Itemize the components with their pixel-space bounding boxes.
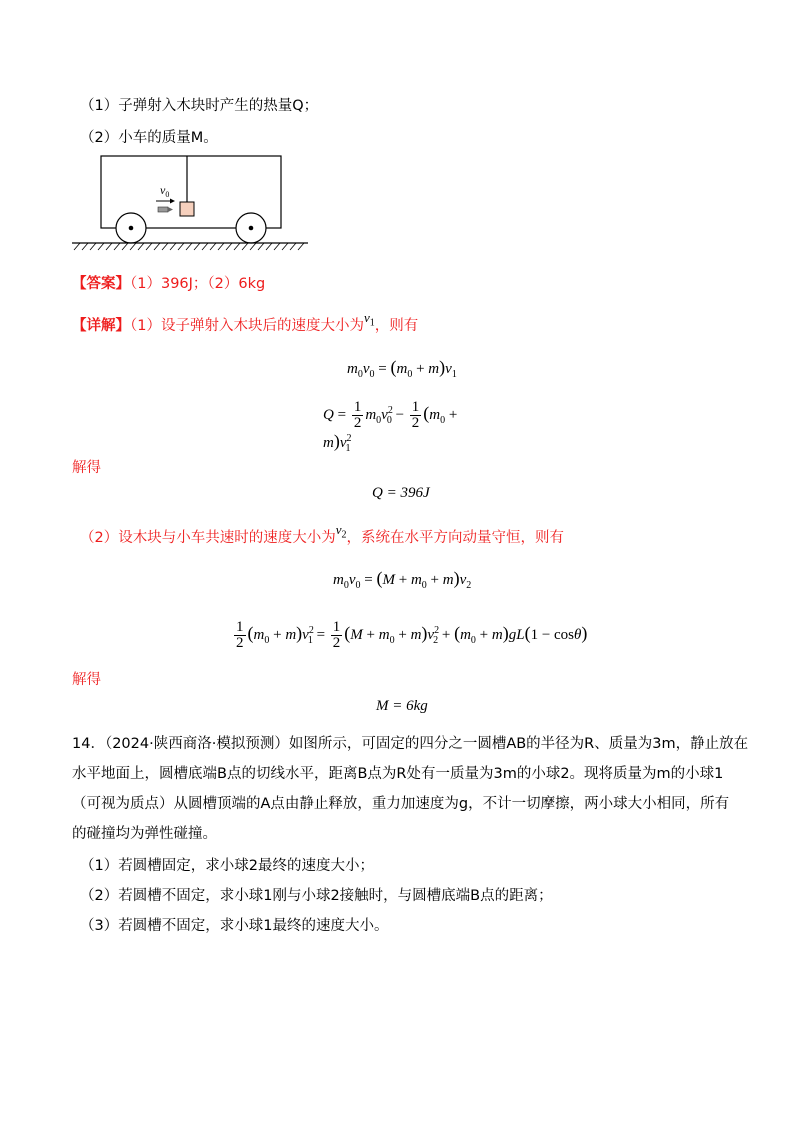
v0-label: $v_0$ — [160, 183, 170, 199]
equation-heat: Q = $\frac{1}{2}$ $m_0v^2_0$ − $\frac{1}{2}$ $(m_0 + m)v^2_1$ — [323, 399, 458, 454]
bullet-tip — [168, 207, 173, 212]
problem-14-sub-2: （2）若圆槽不固定，求小球1刚与小球2接触时，与圆槽底端B点的距离； — [80, 888, 553, 904]
detail-part1-tail: ，则有 — [374, 318, 419, 334]
equation-momentum-2: $m_0v_0 = (M + m_0 + m)v_2$ — [333, 568, 472, 591]
answer-prefix: 【答案】 — [72, 276, 130, 292]
problem-14-line-3: （可视为质点）从圆槽顶端的A点由静止释放，重力加速度为g，不计一切摩擦，两小球大小相同，所有 — [72, 796, 730, 812]
detail-prefix: 【详解】 — [72, 318, 130, 334]
question-2: （2）小车的质量M。 — [80, 130, 218, 146]
solve-label-1: 解得 — [72, 460, 101, 476]
solve-label-2: 解得 — [72, 672, 101, 688]
bullet — [158, 207, 168, 212]
detail-line-2 — [80, 522, 565, 554]
ground-hatch — [74, 243, 304, 250]
answer-text: （1）396J；（2）6kg — [130, 276, 266, 292]
v1-symbol: $v_1$ — [363, 310, 375, 329]
equation-energy: $\frac{1}{2}$ $(m_0 + m)v^2_1$ = $\frac{1}{2}$ $(M + m_0 + m)v^2_2 + (m_0 + m)gL(1 - \cos\theta)$ — [236, 619, 588, 651]
problem-14-line-1: 14．（2024·陕西商洛·模拟预测）如图所示，可固定的四分之一圆槽AB的半径为R、质量为3m，静止放在 — [72, 736, 749, 752]
detail-line-1 — [72, 310, 419, 342]
wood-block — [180, 202, 194, 216]
question-1: （1）子弹射入木块时产生的热量Q； — [80, 98, 319, 114]
v2-symbol: $v_2$ — [335, 522, 347, 541]
detail-part1-intro: （1）设子弹射入木块后的速度大小为 — [130, 318, 364, 334]
answer-line — [72, 274, 265, 294]
equation-m-result: M = 6kg — [376, 698, 428, 714]
problem-14-line-4: 的碰撞均为弹性碰撞。 — [72, 826, 217, 842]
detail-part2-intro: （2）设木块与小车共速时的速度大小为 — [80, 530, 336, 546]
velocity-arrowhead — [170, 199, 175, 204]
cart-figure — [70, 152, 310, 252]
problem-14-line-2: 水平地面上，圆槽底端B点的切线水平，距离B点为R处有一质量为3m的小球2。现将质量为m的小球1 — [72, 766, 724, 782]
problem-14-sub-3: （3）若圆槽不固定，求小球1最终的速度大小。 — [80, 918, 389, 934]
problem-14-sub-1: （1）若圆槽固定，求小球2最终的速度大小； — [80, 858, 374, 874]
equation-momentum-1: $m_0v_0 = (m_0 + m)v_1$ — [347, 357, 457, 380]
detail-part2-tail: ，系统在水平方向动量守恒，则有 — [346, 530, 565, 546]
equation-q-result: Q = 396J — [372, 485, 430, 501]
